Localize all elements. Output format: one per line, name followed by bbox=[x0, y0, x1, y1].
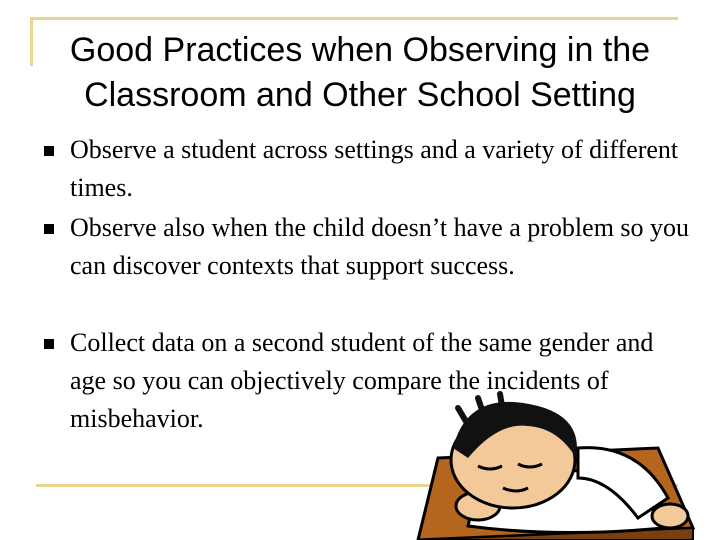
bullet-marker bbox=[44, 339, 54, 349]
sleeping-student-icon bbox=[408, 388, 708, 540]
bullet-marker bbox=[44, 224, 54, 234]
bullet-marker bbox=[44, 146, 54, 156]
bullet-text-1: Observe a student across settings and a variety of different times. bbox=[70, 135, 679, 202]
bullet-text-3: Collect data on a second student of the same gender and age so you can objectively compare the incidents of misbehavior. bbox=[70, 328, 654, 433]
bullet-text-2: Observe also when the child doesn’t have a problem so you can discover contexts that support success. bbox=[70, 213, 690, 280]
slide-title: Good Practices when Observing in the Classroom and Other School Setting bbox=[69, 31, 651, 114]
